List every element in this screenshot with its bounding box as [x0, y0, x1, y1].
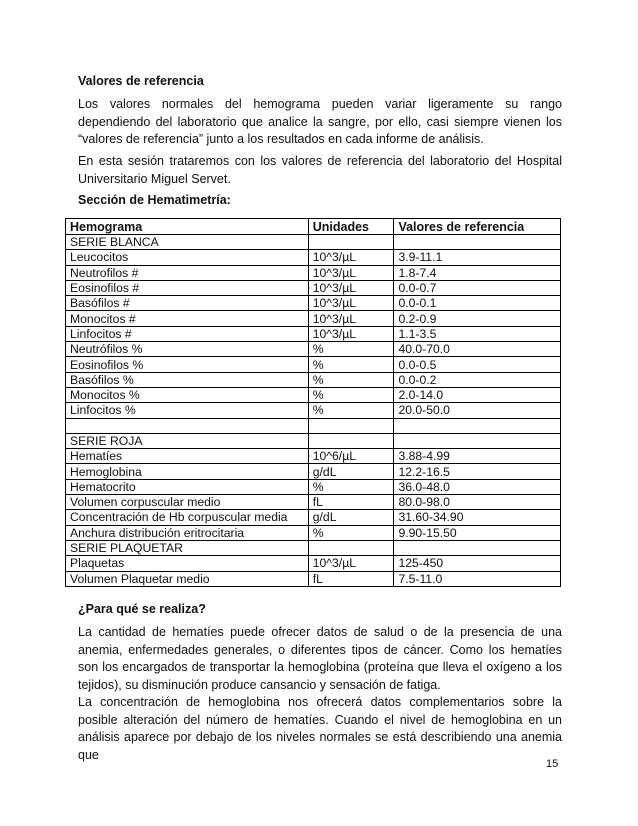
cell-unit: % — [308, 403, 394, 418]
cell-range — [394, 418, 561, 433]
cell-range: 3.9-11.1 — [394, 250, 561, 265]
table-row — [66, 418, 561, 433]
cell-parameter: Volumen Plaquetar medio — [66, 571, 309, 586]
cell-range: 3.88-4.99 — [394, 449, 561, 464]
cell-unit: % — [308, 357, 394, 372]
cell-parameter: Basófilos # — [66, 296, 309, 311]
cell-unit: g/dL — [308, 510, 394, 525]
cell-unit: 10^3/µL — [308, 265, 394, 280]
cell-range: 40.0-70.0 — [394, 342, 561, 357]
cell-range: 12.2-16.5 — [394, 464, 561, 479]
cell-unit — [308, 433, 394, 448]
cell-parameter: Volumen corpuscular medio — [66, 495, 309, 510]
cell-parameter: Concentración de Hb corpuscular media — [66, 510, 309, 525]
cell-parameter — [66, 418, 309, 433]
paragraph-hematies: La cantidad de hematíes puede ofrecer datos de salud o de la presencia de una anemia, enfermedades generales, o diferentes tipos de cáncer. Como los hematíes son los encargados de transportar la hemoglobina (proteína que lleva el oxígeno a los tejidos), su disminución produce cansancio y sensación de fatiga. — [78, 625, 562, 692]
cell-parameter: Plaquetas — [66, 556, 309, 571]
table-row — [66, 311, 561, 326]
cell-range: 2.0-14.0 — [394, 387, 561, 402]
cell-parameter: SERIE ROJA — [66, 433, 309, 448]
table-row — [66, 510, 561, 525]
table-row — [66, 495, 561, 510]
table-row — [66, 540, 561, 555]
paragraph-hemoglobina: La concentración de hemoglobina nos ofrecerá datos complementarios sobre la posible alteración del número de hematíes. Cuando el nivel de hemoglobina en un análisis aparece por debajo de los niveles normales se está describiendo una anemia que — [78, 695, 562, 762]
table-row — [66, 280, 561, 295]
cell-range: 1.8-7.4 — [394, 265, 561, 280]
cell-unit: % — [308, 387, 394, 402]
cell-unit — [308, 540, 394, 555]
paragraph-intro: Los valores normales del hemograma pueden variar ligeramente su rango dependiendo del laboratorio que analice la sangre, por ello, casi siempre vienen los “valores de referencia” junto a los resultados en cada informe de análisis. — [78, 97, 562, 146]
cell-unit — [308, 235, 394, 250]
cell-unit: 10^3/µL — [308, 311, 394, 326]
cell-unit: % — [308, 372, 394, 387]
table-row — [66, 556, 561, 571]
table-row — [66, 357, 561, 372]
cell-range: 36.0-48.0 — [394, 479, 561, 494]
cell-unit: % — [308, 342, 394, 357]
cell-unit: 10^3/µL — [308, 250, 394, 265]
cell-unit: fL — [308, 571, 394, 586]
table-row — [66, 403, 561, 418]
cell-range — [394, 540, 561, 555]
header-valores: Valores de referencia — [394, 219, 561, 235]
cell-parameter: Eosinofilos # — [66, 280, 309, 295]
cell-parameter: Leucocitos — [66, 250, 309, 265]
cell-unit: 10^6/µL — [308, 449, 394, 464]
table-row — [66, 235, 561, 250]
cell-range: 0.2-0.9 — [394, 311, 561, 326]
cell-parameter: Monocitos % — [66, 387, 309, 402]
cell-parameter: Hematíes — [66, 449, 309, 464]
cell-range: 7.5-11.0 — [394, 571, 561, 586]
cell-unit: % — [308, 525, 394, 540]
cell-parameter: Anchura distribución eritrocitaria — [66, 525, 309, 540]
cell-range — [394, 235, 561, 250]
page-number: 15 — [546, 758, 559, 770]
header-unidades: Unidades — [308, 219, 394, 235]
table-row — [66, 479, 561, 494]
table-row — [66, 433, 561, 448]
table-row — [66, 372, 561, 387]
cell-unit: 10^3/µL — [308, 280, 394, 295]
cell-unit: g/dL — [308, 464, 394, 479]
reference-values-table — [65, 218, 561, 587]
cell-unit: % — [308, 479, 394, 494]
heading-para-que: ¿Para qué se realiza? — [78, 602, 206, 616]
cell-parameter: Basófilos % — [66, 372, 309, 387]
table-body — [66, 235, 561, 587]
cell-unit: 10^3/µL — [308, 556, 394, 571]
cell-range: 9.90-15.50 — [394, 525, 561, 540]
heading-valores-referencia: Valores de referencia — [78, 74, 204, 88]
cell-range — [394, 433, 561, 448]
table-row — [66, 464, 561, 479]
cell-parameter: SERIE PLAQUETAR — [66, 540, 309, 555]
cell-parameter: Neutrofilos # — [66, 265, 309, 280]
cell-range: 31.60-34.90 — [394, 510, 561, 525]
cell-range: 20.0-50.0 — [394, 403, 561, 418]
paragraph-hospital: En esta sesión trataremos con los valores de referencia del laboratorio del Hospital Universitario Miguel Servet. — [78, 154, 562, 186]
cell-parameter: Linfocitos % — [66, 403, 309, 418]
table-row — [66, 326, 561, 341]
cell-range: 0.0-0.2 — [394, 372, 561, 387]
heading-hematimetria: Sección de Hematimetría: — [78, 193, 231, 207]
table-row — [66, 265, 561, 280]
cell-parameter: Eosinofilos % — [66, 357, 309, 372]
table-header-row — [66, 219, 561, 235]
cell-range: 0.0-0.1 — [394, 296, 561, 311]
cell-range: 0.0-0.5 — [394, 357, 561, 372]
cell-range: 125-450 — [394, 556, 561, 571]
cell-parameter: SERIE BLANCA — [66, 235, 309, 250]
cell-parameter: Linfocitos # — [66, 326, 309, 341]
header-hemograma: Hemograma — [66, 219, 309, 235]
table-row — [66, 525, 561, 540]
table-row — [66, 449, 561, 464]
cell-unit — [308, 418, 394, 433]
cell-range: 1.1-3.5 — [394, 326, 561, 341]
cell-parameter: Monocitos # — [66, 311, 309, 326]
table-row — [66, 342, 561, 357]
cell-range: 80.0-98.0 — [394, 495, 561, 510]
cell-unit: fL — [308, 495, 394, 510]
cell-parameter: Hemoglobina — [66, 464, 309, 479]
cell-unit: 10^3/µL — [308, 296, 394, 311]
table-row — [66, 387, 561, 402]
cell-parameter: Neutrófilos % — [66, 342, 309, 357]
cell-parameter: Hematocrito — [66, 479, 309, 494]
cell-unit: 10^3/µL — [308, 326, 394, 341]
table-row — [66, 296, 561, 311]
table-row — [66, 250, 561, 265]
cell-range: 0.0-0.7 — [394, 280, 561, 295]
table-row — [66, 571, 561, 586]
